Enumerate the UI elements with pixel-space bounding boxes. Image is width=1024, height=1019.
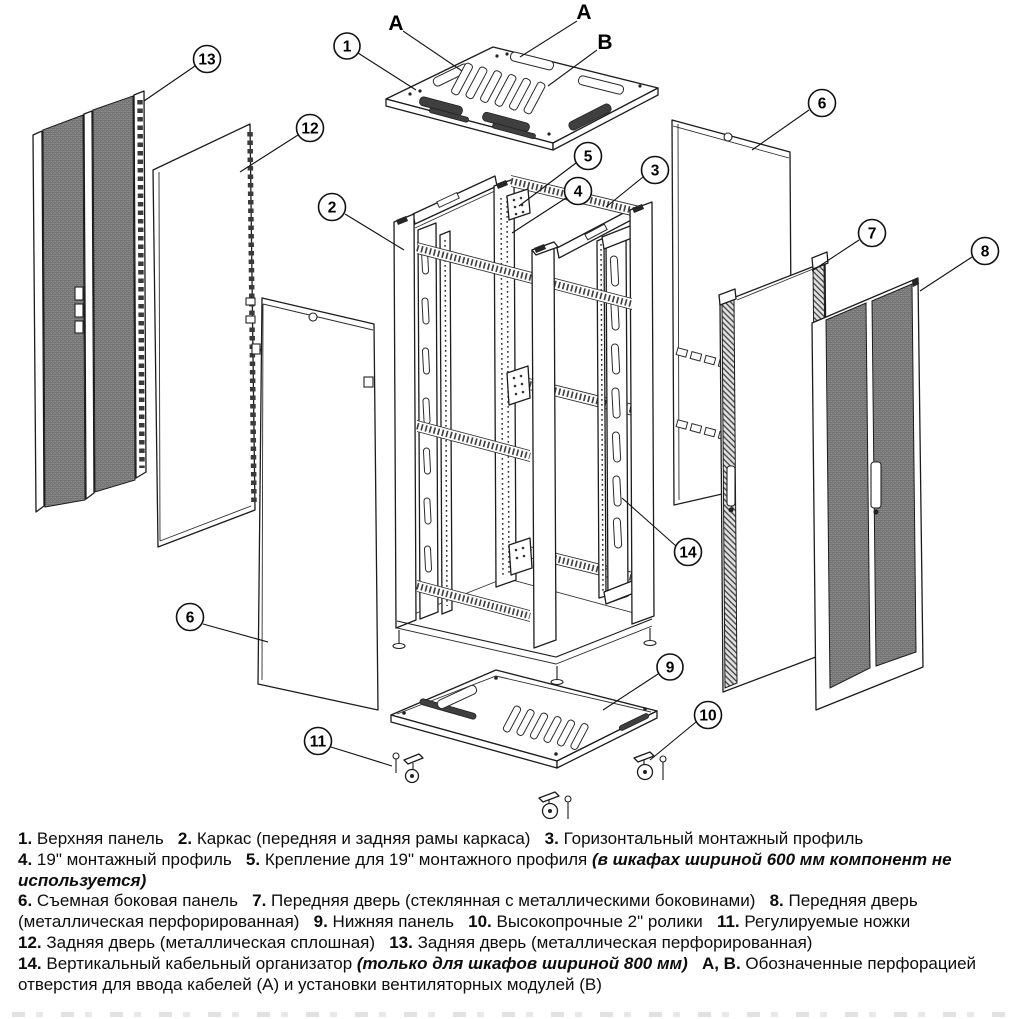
legend-item: 10. Высокопрочные 2" ролики [468, 912, 703, 932]
callout-6-left [177, 604, 269, 643]
svg-text:B: B [597, 31, 613, 54]
side-panel-left [252, 298, 378, 710]
label-a-left [388, 12, 462, 71]
legend-item: 11. Регулируемые ножки [716, 912, 911, 932]
mesh-panel [826, 303, 870, 688]
svg-text:4: 4 [573, 183, 583, 201]
frame-rear-right-post [630, 202, 654, 624]
leveling-foot [551, 666, 563, 685]
frame [393, 176, 656, 685]
profile-bracket-mid [507, 366, 530, 405]
frame-front-right-post [532, 242, 558, 648]
callout-11 [305, 728, 393, 767]
caster [539, 792, 571, 819]
label-a-right [520, 1, 592, 57]
legend-item: 13. Задняя дверь (металлическая перфорированная) [389, 932, 813, 952]
legend-item: 5. Крепление для 19" монтажного профиля (в шкафах шириной 600 мм компонент не используется) [18, 849, 952, 890]
svg-text:2: 2 [327, 199, 337, 217]
svg-text:A: A [576, 1, 592, 24]
svg-text:1: 1 [342, 38, 352, 56]
leveling-foot [393, 630, 405, 649]
callout-7 [812, 220, 886, 272]
callout-3 [606, 157, 669, 208]
svg-text:7: 7 [867, 225, 877, 243]
callout-6-right [752, 90, 836, 151]
legend-item: 6. Съемная боковая панель [18, 891, 238, 911]
callout-10 [650, 702, 722, 761]
legend-item: A, B. Обозначенные перфорацией отверстия для ввода кабелей (А) и установки вентиляторных модулей (В) [18, 953, 977, 994]
legend-item: 8. Передняя дверь (металлическая перфорированная) [18, 891, 918, 932]
svg-text:13: 13 [198, 51, 216, 69]
door-handle [871, 462, 881, 515]
scan-artifact [12, 1012, 1010, 1017]
svg-text:6: 6 [185, 609, 195, 627]
bottom-panel [391, 670, 657, 768]
legend-item: 4. 19" монтажный профиль [18, 849, 232, 869]
legend-item: 2. Каркас (передняя и задняя рамы каркаса) [177, 829, 531, 848]
callout-9 [603, 654, 683, 710]
legend-item: 12. Задняя дверь (металлическая сплошная) [18, 932, 376, 952]
rear-door-perforated [33, 91, 146, 512]
svg-text:11: 11 [309, 733, 327, 751]
profile-bracket-bottom [509, 538, 532, 575]
legend-item: 7. Передняя дверь (стеклянная с металлическими боковинами) [252, 891, 756, 911]
mesh-panel [93, 96, 135, 492]
svg-text:14: 14 [679, 544, 697, 562]
svg-text:6: 6 [817, 95, 827, 113]
legend-item: 14. Вертикальный кабельный организатор (только для шкафов шириной 800 мм) [18, 953, 688, 973]
svg-text:12: 12 [301, 120, 319, 138]
svg-text:3: 3 [650, 162, 660, 180]
frame-base [393, 619, 656, 685]
screw [309, 313, 317, 321]
screw [724, 133, 732, 141]
door-handle [75, 287, 83, 333]
callout-1 [334, 33, 416, 90]
adjustable-foot [393, 753, 423, 783]
legend-item: 1. Верхняя панель [18, 829, 164, 848]
rear-door-solid [153, 124, 261, 547]
svg-text:A: A [388, 12, 404, 35]
callout-2 [319, 194, 405, 251]
callout-13 [144, 46, 221, 102]
callout-8 [920, 238, 999, 292]
front-door-perforated [812, 278, 923, 710]
svg-text:9: 9 [665, 659, 675, 677]
door-handle [727, 466, 735, 513]
legend-item: 3. Горизонтальный монтажный профиль [544, 829, 864, 848]
frame-front-left-post [394, 214, 416, 628]
parts-legend [18, 829, 1020, 995]
legend-item: 9. Нижняя панель [313, 912, 454, 932]
svg-text:5: 5 [583, 148, 593, 166]
caster [634, 752, 666, 780]
svg-text:8: 8 [980, 243, 990, 261]
leveling-foot [644, 628, 656, 646]
top-panel [386, 47, 658, 150]
front-door-glass [719, 252, 829, 692]
svg-text:10: 10 [699, 707, 717, 725]
left-cable-organizer [418, 223, 438, 619]
